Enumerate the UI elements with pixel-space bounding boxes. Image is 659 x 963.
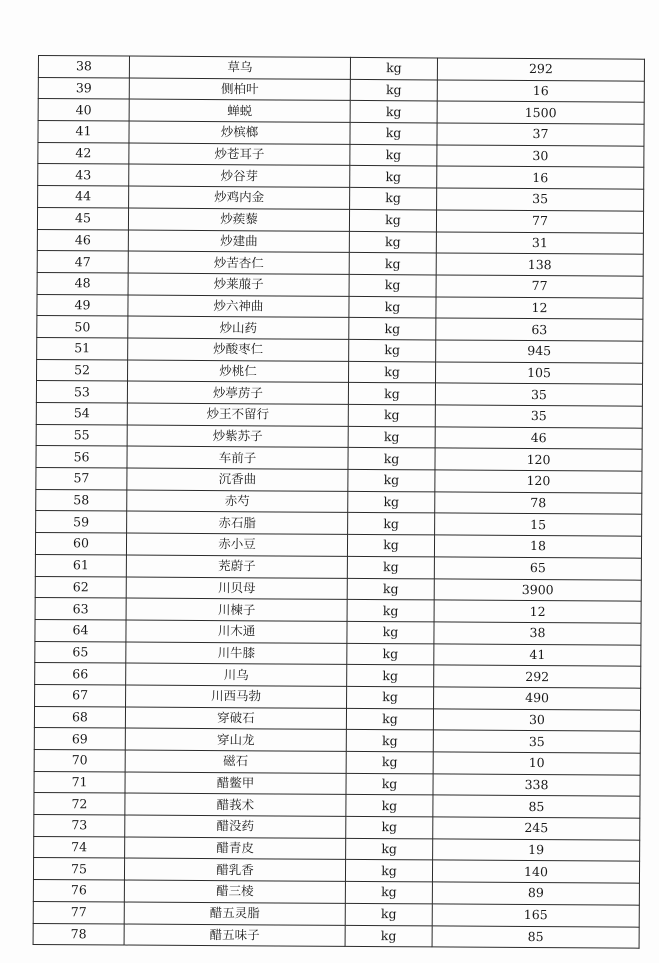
row-number-cell: 72 [34, 793, 125, 815]
unit-cell: kg [345, 925, 432, 947]
unit-cell: kg [345, 903, 432, 925]
quantity-cell: 12 [434, 600, 641, 623]
quantity-cell: 31 [436, 231, 643, 254]
row-number-cell: 67 [35, 684, 126, 706]
row-number-cell: 69 [34, 728, 125, 750]
quantity-cell: 89 [432, 882, 639, 905]
row-number-cell: 61 [35, 554, 126, 576]
herb-name-cell: 炒谷芽 [129, 164, 350, 187]
herb-name-cell: 川木通 [126, 620, 347, 643]
row-number-cell: 76 [33, 880, 124, 902]
herb-name-cell: 炒蒺藜 [128, 208, 349, 231]
quantity-cell: 3900 [434, 578, 641, 601]
herb-name-cell: 沉香曲 [127, 468, 348, 491]
quantity-cell: 77 [436, 210, 643, 233]
quantity-cell: 1500 [437, 101, 644, 124]
quantity-cell: 138 [436, 253, 643, 276]
row-number-cell: 38 [38, 56, 129, 78]
unit-cell: kg [349, 231, 436, 253]
quantity-cell: 65 [434, 557, 641, 580]
quantity-cell: 120 [435, 448, 642, 471]
quantity-cell: 10 [433, 752, 640, 775]
quantity-cell: 16 [437, 166, 644, 189]
herb-name-cell: 炒苍耳子 [129, 143, 350, 166]
herb-name-cell: 磁石 [125, 750, 346, 773]
quantity-cell: 46 [435, 427, 642, 450]
herb-name-cell: 炒酸枣仁 [128, 338, 349, 361]
herb-name-cell: 醋青皮 [125, 837, 346, 860]
row-number-cell: 59 [36, 511, 127, 533]
row-number-cell: 70 [34, 749, 125, 771]
herb-name-cell: 炒山药 [128, 316, 349, 339]
herb-name-cell: 蝉蜕 [129, 99, 350, 122]
quantity-cell: 292 [437, 58, 644, 81]
row-number-cell: 52 [37, 359, 128, 381]
row-number-cell: 73 [34, 815, 125, 837]
row-number-cell: 68 [34, 706, 125, 728]
quantity-cell: 945 [436, 340, 643, 363]
row-number-cell: 55 [36, 424, 127, 446]
unit-cell: kg [350, 144, 437, 166]
row-number-cell: 50 [37, 316, 128, 338]
unit-cell: kg [347, 578, 434, 600]
quantity-cell: 165 [432, 904, 639, 927]
herb-name-cell: 炒王不留行 [127, 403, 348, 426]
row-number-cell: 56 [36, 446, 127, 468]
row-number-cell: 48 [37, 272, 128, 294]
row-number-cell: 74 [34, 836, 125, 858]
quantity-cell: 12 [436, 296, 643, 319]
unit-cell: kg [348, 404, 435, 426]
quantity-cell: 30 [437, 145, 644, 168]
quantity-cell: 41 [434, 643, 641, 666]
row-number-cell: 46 [37, 229, 128, 251]
row-number-cell: 60 [35, 533, 126, 555]
herb-name-cell: 赤芍 [127, 490, 348, 513]
quantity-cell: 120 [435, 470, 642, 493]
herb-name-cell: 醋鳖甲 [125, 772, 346, 795]
unit-cell: kg [347, 686, 434, 708]
herb-name-cell: 炒莱菔子 [128, 273, 349, 296]
unit-cell: kg [350, 101, 437, 123]
unit-cell: kg [348, 513, 435, 535]
unit-cell: kg [349, 296, 436, 318]
row-number-cell: 64 [35, 619, 126, 641]
row-number-cell: 39 [38, 77, 129, 99]
row-number-cell: 71 [34, 771, 125, 793]
unit-cell: kg [346, 730, 433, 752]
unit-cell: kg [348, 448, 435, 470]
unit-cell: kg [345, 882, 432, 904]
herb-name-cell: 醋没药 [125, 815, 346, 838]
herb-name-cell: 川乌 [126, 663, 347, 686]
herb-name-cell: 川贝母 [126, 577, 347, 600]
unit-cell: kg [348, 491, 435, 513]
row-number-cell: 78 [33, 923, 124, 945]
quantity-cell: 77 [436, 275, 643, 298]
quantity-cell: 338 [433, 774, 640, 797]
herb-name-cell: 赤石脂 [127, 511, 348, 534]
unit-cell: kg [347, 556, 434, 578]
herb-name-cell: 车前子 [127, 446, 348, 469]
row-number-cell: 43 [38, 164, 129, 186]
herb-inventory-table [33, 55, 645, 949]
row-number-cell: 40 [38, 99, 129, 121]
row-number-cell: 58 [36, 489, 127, 511]
unit-cell: kg [345, 860, 432, 882]
unit-cell: kg [347, 600, 434, 622]
unit-cell: kg [347, 643, 434, 665]
quantity-cell: 35 [437, 188, 644, 211]
herb-name-cell: 醋五灵脂 [124, 902, 345, 925]
unit-cell: kg [349, 253, 436, 275]
unit-cell: kg [349, 318, 436, 340]
row-number-cell: 53 [36, 381, 127, 403]
row-number-cell: 57 [36, 468, 127, 490]
herb-name-cell: 川楝子 [126, 598, 347, 621]
row-number-cell: 41 [38, 121, 129, 143]
herb-name-cell: 茺蔚子 [126, 555, 347, 578]
herb-name-cell: 炒苦杏仁 [128, 251, 349, 274]
quantity-cell: 35 [433, 730, 640, 753]
herb-name-cell: 醋莪术 [125, 793, 346, 816]
row-number-cell: 65 [35, 641, 126, 663]
unit-cell: kg [349, 361, 436, 383]
row-number-cell: 77 [33, 901, 124, 923]
herb-name-cell: 穿破石 [125, 707, 346, 730]
quantity-cell: 78 [435, 492, 642, 515]
row-number-cell: 63 [35, 598, 126, 620]
unit-cell: kg [348, 426, 435, 448]
quantity-cell: 85 [432, 925, 639, 948]
herb-name-cell: 炒建曲 [128, 230, 349, 253]
herb-name-cell: 草乌 [129, 56, 350, 79]
quantity-cell: 30 [433, 709, 640, 732]
quantity-cell: 37 [437, 123, 644, 146]
quantity-cell: 35 [435, 383, 642, 406]
herb-name-cell: 炒鸡内金 [129, 186, 350, 209]
unit-cell: kg [349, 274, 436, 296]
unit-cell: kg [346, 816, 433, 838]
row-number-cell: 66 [35, 663, 126, 685]
quantity-cell: 490 [434, 687, 641, 710]
herb-name-cell: 赤小豆 [126, 533, 347, 556]
unit-cell: kg [349, 209, 436, 231]
herb-name-cell: 炒六神曲 [128, 295, 349, 318]
herb-name-cell: 川牛膝 [126, 642, 347, 665]
row-number-cell: 62 [35, 576, 126, 598]
herb-name-cell: 川西马勃 [126, 685, 347, 708]
quantity-cell: 105 [436, 362, 643, 385]
row-number-cell: 44 [38, 186, 129, 208]
unit-cell: kg [347, 621, 434, 643]
row-number-cell: 47 [37, 251, 128, 273]
row-number-cell: 51 [37, 337, 128, 359]
row-number-cell: 45 [37, 207, 128, 229]
unit-cell: kg [350, 57, 437, 79]
row-number-cell: 49 [37, 294, 128, 316]
row-number-cell: 42 [38, 142, 129, 164]
unit-cell: kg [350, 166, 437, 188]
quantity-cell: 19 [433, 839, 640, 862]
herb-name-cell: 侧柏叶 [129, 78, 350, 101]
unit-cell: kg [346, 795, 433, 817]
herb-name-cell: 醋三棱 [124, 880, 345, 903]
quantity-cell: 245 [433, 817, 640, 840]
unit-cell: kg [346, 838, 433, 860]
herb-name-cell: 炒紫苏子 [127, 425, 348, 448]
quantity-cell: 16 [437, 80, 644, 103]
table-row [33, 923, 639, 948]
unit-cell: kg [348, 383, 435, 405]
herb-name-cell: 炒槟榔 [129, 121, 350, 144]
unit-cell: kg [350, 188, 437, 210]
unit-cell: kg [347, 535, 434, 557]
quantity-cell: 18 [434, 535, 641, 558]
unit-cell: kg [349, 339, 436, 361]
herb-name-cell: 醋乳香 [124, 858, 345, 881]
unit-cell: kg [347, 665, 434, 687]
table-body [33, 56, 644, 949]
unit-cell: kg [350, 79, 437, 101]
quantity-cell: 63 [436, 318, 643, 341]
quantity-cell: 140 [432, 860, 639, 883]
quantity-cell: 85 [433, 795, 640, 818]
unit-cell: kg [346, 708, 433, 730]
quantity-cell: 15 [435, 513, 642, 536]
herb-name-cell: 穿山龙 [125, 728, 346, 751]
unit-cell: kg [346, 751, 433, 773]
herb-name-cell: 炒葶苈子 [127, 381, 348, 404]
row-number-cell: 54 [36, 402, 127, 424]
herb-name-cell: 炒桃仁 [128, 360, 349, 383]
unit-cell: kg [348, 469, 435, 491]
unit-cell: kg [346, 773, 433, 795]
herb-name-cell: 醋五味子 [124, 924, 345, 947]
row-number-cell: 75 [33, 858, 124, 880]
unit-cell: kg [350, 122, 437, 144]
quantity-cell: 35 [435, 405, 642, 428]
quantity-cell: 38 [434, 622, 641, 645]
quantity-cell: 292 [434, 665, 641, 688]
